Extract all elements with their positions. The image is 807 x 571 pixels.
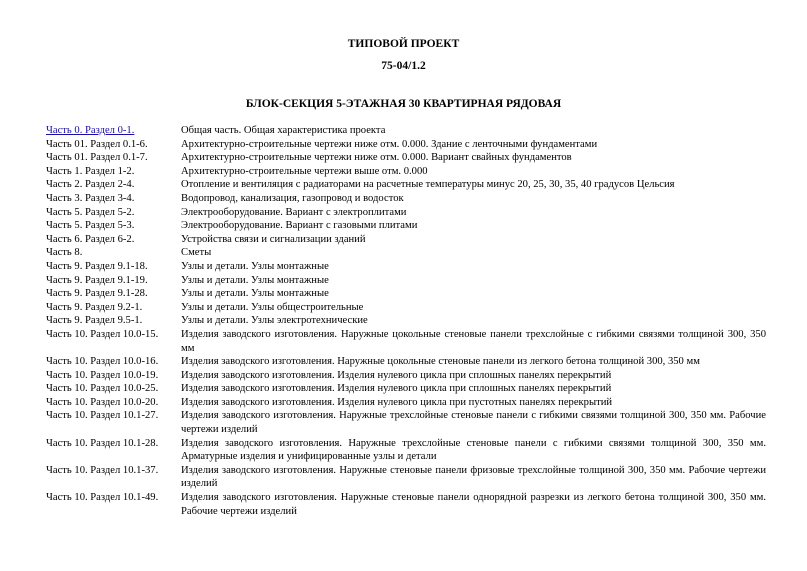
section-code: Часть 5. Раздел 5-3. [46,220,135,232]
document-main-title: БЛОК-СЕКЦИЯ 5-ЭТАЖНАЯ 30 КВАРТИРНАЯ РЯДОВАЯ [245,98,562,110]
section-code: Часть 5. Раздел 5-2. [46,206,135,218]
section-code: Часть 3. Раздел 3-4. [46,192,135,204]
section-code: Часть 6. Раздел 6-2. [46,233,135,245]
section-description: Общая часть. Общая характеристика проекта [181,125,386,136]
section-code: Часть 9. Раздел 9.1-28. [46,288,148,300]
section-description: Устройства связи и сигнализации зданий [181,233,366,245]
section-description: Архитектурно-строительные чертежи ниже отм. 0.000. Здание с ленточными фундаментами [181,138,598,150]
contents-row [46,287,766,301]
contents-row [46,192,766,206]
section-code: Часть 9. Раздел 9.5-1. [46,315,143,327]
section-description: Изделия заводского изготовления. Изделия нулевого цикла при пустотных панелях перекрытий [181,396,613,408]
contents-row [46,491,766,518]
section-description: Узлы и детали. Узлы электротехнические [181,315,368,327]
section-description: Сметы [181,247,212,259]
section-description: Архитектурно-строительные чертежи выше отм. 0.000 [181,165,428,177]
section-code: Часть 10. Раздел 10.1-27. [46,410,159,422]
section-description: Электрооборудование. Вариант с электроплитами [181,206,407,218]
contents-row [46,138,766,152]
section-description: Изделия заводского изготовления. Наружные цокольные стеновые панели трехслойные с гибкими связями толщиной 300, 350 мм [181,328,766,354]
document-type-title: ТИПОВОЙ ПРОЕКТ [347,38,460,50]
section-description: Изделия заводского изготовления. Наружные стеновые панели однорядной разрезки из легкого бетона толщиной 300, 350 мм. Рабочие чертежи изделий [181,492,766,517]
contents-row [46,206,766,220]
section-description: Узлы и детали. Узлы монтажные [181,260,329,272]
contents-row [46,274,766,288]
section-description: Изделия заводского изготовления. Наружные цокольные стеновые панели из легкого бетона толщиной 300, 350 мм [181,356,700,368]
contents-row [46,260,766,274]
section-description: Электрооборудование. Вариант с газовыми плитами [181,220,418,232]
project-number: 75-04/1.2 [381,60,426,72]
section-code: Часть 1. Раздел 1-2. [46,165,135,177]
contents-row [46,178,766,192]
section-code: Часть 9. Раздел 9.1-19. [46,274,148,286]
contents-row [46,151,766,165]
section-description: Узлы и детали. Узлы монтажные [181,274,329,286]
section-code: Часть 9. Раздел 9.2-1. [46,301,143,313]
contents-row [46,314,766,328]
section-description: Узлы и детали. Узлы монтажные [181,288,329,300]
section-code: Часть 01. Раздел 0.1-7. [46,152,148,164]
contents-row [46,219,766,233]
section-code: Часть 10. Раздел 10.0-16. [46,356,159,368]
contents-row [46,301,766,315]
contents-row [46,233,766,247]
contents-row [46,464,766,491]
section-description: Изделия заводского изготовления. Наружные трехслойные стеновые панели с гибкими связями толщиной 300, 350 мм. Рабочие чертежи изделий [181,410,766,436]
contents-row [46,165,766,179]
section-description: Водопровод, канализация, газопровод и водосток [181,192,404,204]
contents-row [46,355,766,369]
section-code: Часть 10. Раздел 10.0-15. [46,328,159,340]
section-link[interactable]: Часть 0. Раздел 0-1. [46,125,135,136]
section-code: Часть 10. Раздел 10.1-28. [46,437,159,449]
contents-row [46,369,766,383]
section-description: Архитектурно-строительные чертежи ниже отм. 0.000. Вариант свайных фундаментов [181,152,572,164]
section-code: Часть 8. [46,247,83,259]
section-code: Часть 9. Раздел 9.1-18. [46,260,148,272]
contents-row [46,409,766,436]
section-code: Часть 10. Раздел 10.1-49. [46,492,159,504]
section-code: Часть 10. Раздел 10.0-19. [46,369,159,381]
section-code: Часть 10. Раздел 10.1-37. [46,464,159,476]
contents-list [46,124,766,518]
section-description: Отопление и вентиляция с радиаторами на расчетные температуры минус 20, 25, 30, 35, 40 градусов Цельсия [181,179,675,191]
section-code: Часть 2. Раздел 2-4. [46,179,135,191]
section-code: Часть 10. Раздел 10.0-25. [46,383,159,395]
section-description: Изделия заводского изготовления. Изделия нулевого цикла при сплошных панелях перекрытий [181,383,612,395]
section-code: Часть 01. Раздел 0.1-6. [46,138,148,150]
contents-row [46,246,766,260]
contents-row [46,382,766,396]
section-description: Изделия заводского изготовления. Изделия нулевого цикла при сплошных панелях перекрытий [181,369,612,381]
section-description: Изделия заводского изготовления. Наружные стеновые панели фризовые трехслойные толщиной 300, 350 мм. Рабочие чертежи изделий [181,464,766,490]
contents-row [46,396,766,410]
section-description: Узлы и детали. Узлы общестроительные [181,301,364,313]
section-description: Изделия заводского изготовления. Наружные трехслойные стеновые панели с гибкими связями толщиной 300, 350 мм. Арматурные изделия и унифицированные узлы и детали [181,437,766,463]
contents-row [46,328,766,355]
contents-row [46,437,766,464]
contents-row [46,124,766,138]
section-code: Часть 10. Раздел 10.0-20. [46,396,159,408]
